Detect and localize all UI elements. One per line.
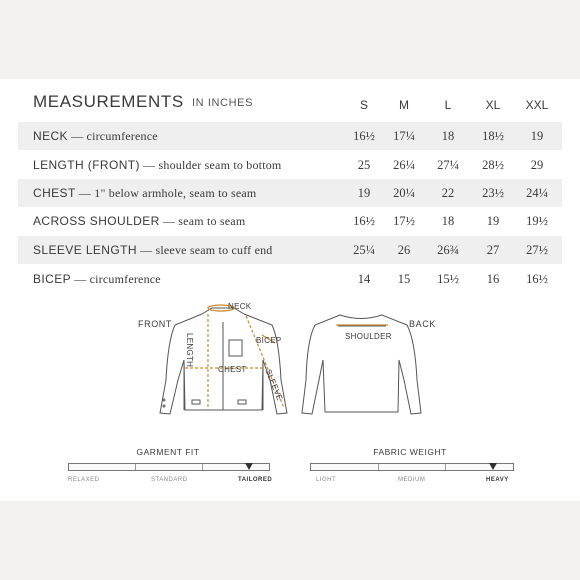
fabric-weight-title: FABRIC WEIGHT	[373, 447, 447, 457]
scale-tick	[202, 464, 203, 470]
bicep-label: BICEP	[256, 336, 282, 345]
fit-label-tailored: TAILORED	[238, 477, 273, 483]
value-s: 19	[357, 186, 371, 200]
garment-fit-scale	[68, 463, 270, 471]
row-label: LENGTH (FRONT) — shoulder seam to bottom	[33, 158, 282, 172]
value-m: 26	[397, 243, 411, 257]
fabric-weight-scale	[310, 463, 514, 471]
value-xl: 23½	[482, 186, 504, 200]
size-header-xxl: XXL	[525, 98, 549, 112]
value-m: 26¼	[393, 158, 415, 172]
weight-label-medium: MEDIUM	[398, 477, 426, 483]
value-s: 16½	[353, 214, 375, 228]
value-xxl: 19	[530, 129, 544, 143]
value-s: 14	[357, 272, 371, 286]
value-m: 17½	[393, 214, 415, 228]
value-l: 22	[441, 186, 455, 200]
value-m: 17¼	[393, 129, 415, 143]
value-l: 18	[441, 214, 455, 228]
row-label: CHEST — 1" below armhole, seam to seam	[33, 186, 257, 200]
back-label: BACK	[409, 319, 436, 329]
page-title: MEASUREMENTS	[33, 92, 184, 111]
value-xxl: 29	[530, 158, 544, 172]
value-l: 26¾	[437, 243, 459, 257]
fit-label-standard: STANDARD	[151, 477, 188, 483]
value-xxl: 27½	[526, 243, 548, 257]
value-m: 20¼	[393, 186, 415, 200]
value-xl: 28½	[482, 158, 504, 172]
value-xl: 19	[486, 214, 500, 228]
value-s: 25¼	[353, 243, 375, 257]
row-label: BICEP — circumference	[33, 272, 161, 286]
sleeve-label: SLEEVE	[263, 368, 285, 402]
value-xl: 27	[486, 243, 500, 257]
units-label: IN INCHES	[192, 97, 254, 109]
scale-tick	[445, 464, 446, 470]
weight-label-heavy: HEAVY	[486, 477, 509, 483]
length-label: LENGTH	[185, 333, 194, 368]
size-header-s: S	[359, 98, 368, 112]
front-label: FRONT	[138, 319, 172, 329]
fit-label-relaxed: RELAXED	[68, 477, 100, 483]
value-xl: 18½	[482, 129, 504, 143]
shoulder-label: SHOULDER	[345, 332, 392, 341]
row-label: SLEEVE LENGTH — sleeve seam to cuff end	[33, 243, 273, 257]
row-label: ACROSS SHOULDER — seam to seam	[33, 214, 246, 228]
value-l: 15½	[437, 272, 459, 286]
scale-tick	[378, 464, 379, 470]
size-header-l: L	[444, 98, 452, 112]
size-header-m: M	[399, 98, 409, 112]
weight-label-light: LIGHT	[316, 477, 337, 483]
back-shirt-drawing	[302, 315, 421, 414]
value-xl: 16	[486, 272, 500, 286]
garment-fit-marker	[245, 463, 253, 470]
value-l: 18	[441, 129, 455, 143]
fabric-weight-marker	[489, 463, 497, 470]
value-m: 15	[397, 272, 411, 286]
value-xxl: 16½	[526, 272, 548, 286]
value-s: 25	[357, 158, 371, 172]
value-xxl: 24¼	[526, 186, 548, 200]
front-shirt-drawing	[160, 308, 287, 414]
garment-fit-title: GARMENT FIT	[136, 447, 200, 457]
chest-label: CHEST	[218, 365, 247, 374]
scale-tick	[135, 464, 136, 470]
neck-label: NECK	[228, 302, 252, 311]
row-label: NECK — circumference	[33, 129, 158, 143]
value-l: 27¼	[437, 158, 459, 172]
value-s: 16½	[353, 129, 375, 143]
size-header-xl: XL	[485, 98, 501, 112]
value-xxl: 19½	[526, 214, 548, 228]
